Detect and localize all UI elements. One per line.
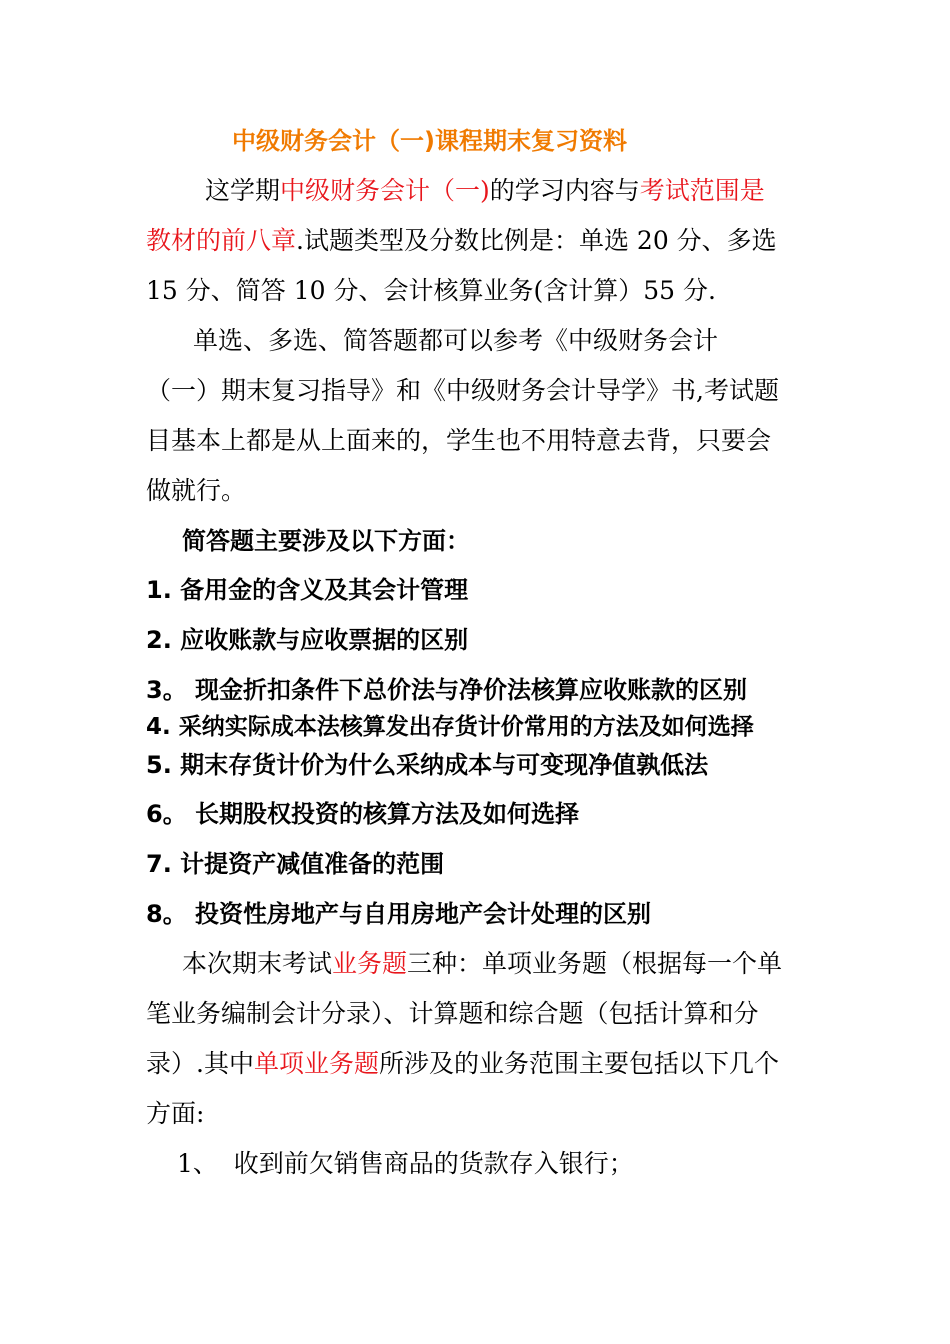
intro-line-3: 15 分、简答 10 分、会计核算业务(含计算）55 分. <box>146 276 716 305</box>
business-line-1 <box>182 949 782 979</box>
business-text: 本次期末考试 <box>182 949 333 978</box>
intro-highlight: 中级财务会计（一) <box>280 176 490 205</box>
short-answer-heading: 简答题主要涉及以下方面： <box>182 527 470 555</box>
business-text: 所涉及的业务范围主要包括以下几个 <box>378 1049 779 1078</box>
reference-line-2: （一）期末复习指导》和《中级财务会计导学》书,考试题 <box>146 376 779 405</box>
intro-line-1 <box>205 176 765 206</box>
page-title: 中级财务会计（一)课程期末复习资料 <box>232 127 627 155</box>
intro-highlight: 考试范围是 <box>639 176 765 205</box>
short-answer-item: 7. 计提资产减值准备的范围 <box>146 850 445 878</box>
business-highlight: 业务题 <box>332 949 408 978</box>
short-answer-item: 6。 长期股权投资的核算方法及如何选择 <box>146 800 580 828</box>
short-answer-item: 3。 现金折扣条件下总价法与净价法核算应收账款的区别 <box>146 676 748 704</box>
short-answer-item: 4. 采纳实际成本法核算发出存货计价常用的方法及如何选择 <box>146 714 754 740</box>
reference-line-1: 单选、多选、简答题都可以参考《中级财务会计 <box>193 326 719 355</box>
business-line-2: 笔业务编制会计分录）、计算题和综合题（包括计算和分 <box>146 999 759 1028</box>
business-text: 三种：单项业务题（根据每一个单 <box>407 949 783 978</box>
intro-text: 这学期 <box>205 176 281 205</box>
reference-line-4: 做就行。 <box>146 476 247 505</box>
short-answer-item: 8。 投资性房地产与自用房地产会计处理的区别 <box>146 900 652 928</box>
business-highlight: 单项业务题 <box>253 1049 379 1078</box>
business-text: 录）.其中 <box>146 1049 254 1078</box>
intro-text: .试题类型及分数比例是：单选 20 分、多选 <box>296 226 777 255</box>
intro-highlight: 教材的前八章 <box>146 226 297 255</box>
business-item: 1、 收到前欠销售商品的货款存入银行； <box>177 1149 634 1178</box>
intro-text: 的学习内容与 <box>489 176 640 205</box>
intro-line-2 <box>146 226 777 256</box>
business-line-4: 方面: <box>146 1099 205 1128</box>
short-answer-item: 5. 期末存货计价为什么采纳成本与可变现净值孰低法 <box>146 751 709 779</box>
short-answer-item: 1. 备用金的含义及其会计管理 <box>146 576 469 604</box>
business-line-3 <box>146 1049 779 1079</box>
reference-line-3: 目基本上都是从上面来的，学生也不用特意去背，只要会 <box>146 426 772 455</box>
short-answer-item: 2. 应收账款与应收票据的区别 <box>146 626 469 654</box>
